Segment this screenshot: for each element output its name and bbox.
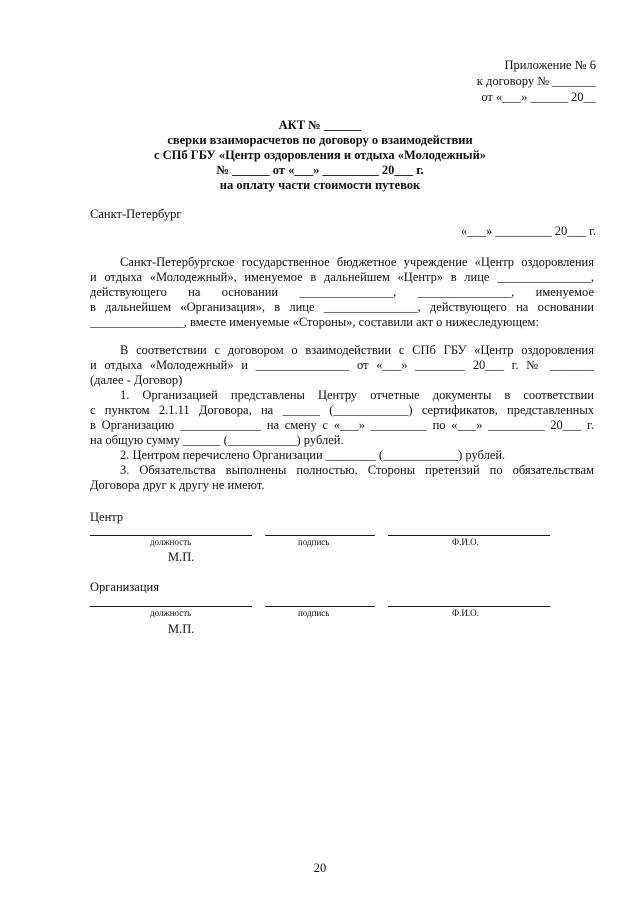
body-line: (далее - Договор) xyxy=(90,373,183,387)
document-date: «___» _________ 20___ г. xyxy=(461,224,596,238)
body-line: 3. Обязательства выполнены полностью. Стороны претензий по обязательствам xyxy=(120,463,594,477)
signature-party-organization: Организация xyxy=(90,580,159,594)
name-caption: Ф.И.О. xyxy=(452,608,479,618)
signature-caption: подпись xyxy=(298,537,330,547)
body-line: в Организацию _____________ на смену с «___» _________ по «___» _________ 20___ г. xyxy=(90,418,594,432)
body-line: 2. Центром перечислено Организации ________ (____________) рублей. xyxy=(120,448,506,462)
act-subtitle-3: № ______ от «___» _________ 20___ г. xyxy=(216,163,424,177)
position-caption: должность xyxy=(150,608,192,618)
signature-line xyxy=(265,606,375,607)
position-line xyxy=(90,606,252,607)
body-line: на общую сумму ______ (___________) рублей. xyxy=(90,433,344,447)
body-line: Договора друг к другу не имеют. xyxy=(90,478,265,492)
act-title: АКТ № ______ xyxy=(278,118,362,132)
name-caption: Ф.И.О. xyxy=(452,537,479,547)
preamble-line: и отдыха «Молодежный», именуемое в дальнейшем «Центр» в лице _______________, xyxy=(90,270,594,284)
stamp-placeholder: М.П. xyxy=(168,550,195,564)
appendix-number: Приложение № 6 xyxy=(504,58,596,72)
appendix-contract-date: от «___» ______ 20__ xyxy=(481,90,596,104)
position-caption: должность xyxy=(150,537,192,547)
appendix-contract-number: к договору № _______ xyxy=(476,74,596,88)
body-line: и отдыха «Молодежный» и _______________ от «___» ________ 20___ г. № _______ xyxy=(90,358,594,372)
preamble-line: в дальнейшем «Организация», в лице _______________, действующего на основании xyxy=(90,300,594,314)
page-number: 20 xyxy=(313,861,327,875)
act-subtitle-2: с СПб ГБУ «Центр оздоровления и отдыха «Молодежный» xyxy=(153,148,487,162)
signature-party-center: Центр xyxy=(90,510,124,524)
preamble-line: действующего на основании _______________, _______________, именуемое xyxy=(90,285,594,299)
name-line xyxy=(388,606,550,607)
act-subtitle-1: сверки взаиморасчетов по договору о взаимодействии xyxy=(167,133,473,147)
preamble-line: _______________, вместе именуемые «Стороны», составили акт о нижеследующем: xyxy=(90,315,539,329)
preamble-line: Санкт-Петербургское государственное бюджетное учреждение «Центр оздоровления xyxy=(120,255,594,269)
body-line: В соответствии с договором о взаимодействии с СПб ГБУ «Центр оздоровления xyxy=(120,343,594,357)
body-line: 1. Организацией представлены Центру отчетные документы в соответствии xyxy=(120,388,594,402)
body-line: с пунктом 2.1.11 Договора, на ______ (____________) сертификатов, представленных xyxy=(90,403,594,417)
signature-line xyxy=(265,535,375,536)
position-line xyxy=(90,535,252,536)
stamp-placeholder: М.П. xyxy=(168,622,195,636)
act-subtitle-4: на оплату части стоимости путевок xyxy=(219,178,421,192)
place: Санкт-Петербург xyxy=(90,207,182,221)
name-line xyxy=(388,535,550,536)
signature-caption: подпись xyxy=(298,608,330,618)
